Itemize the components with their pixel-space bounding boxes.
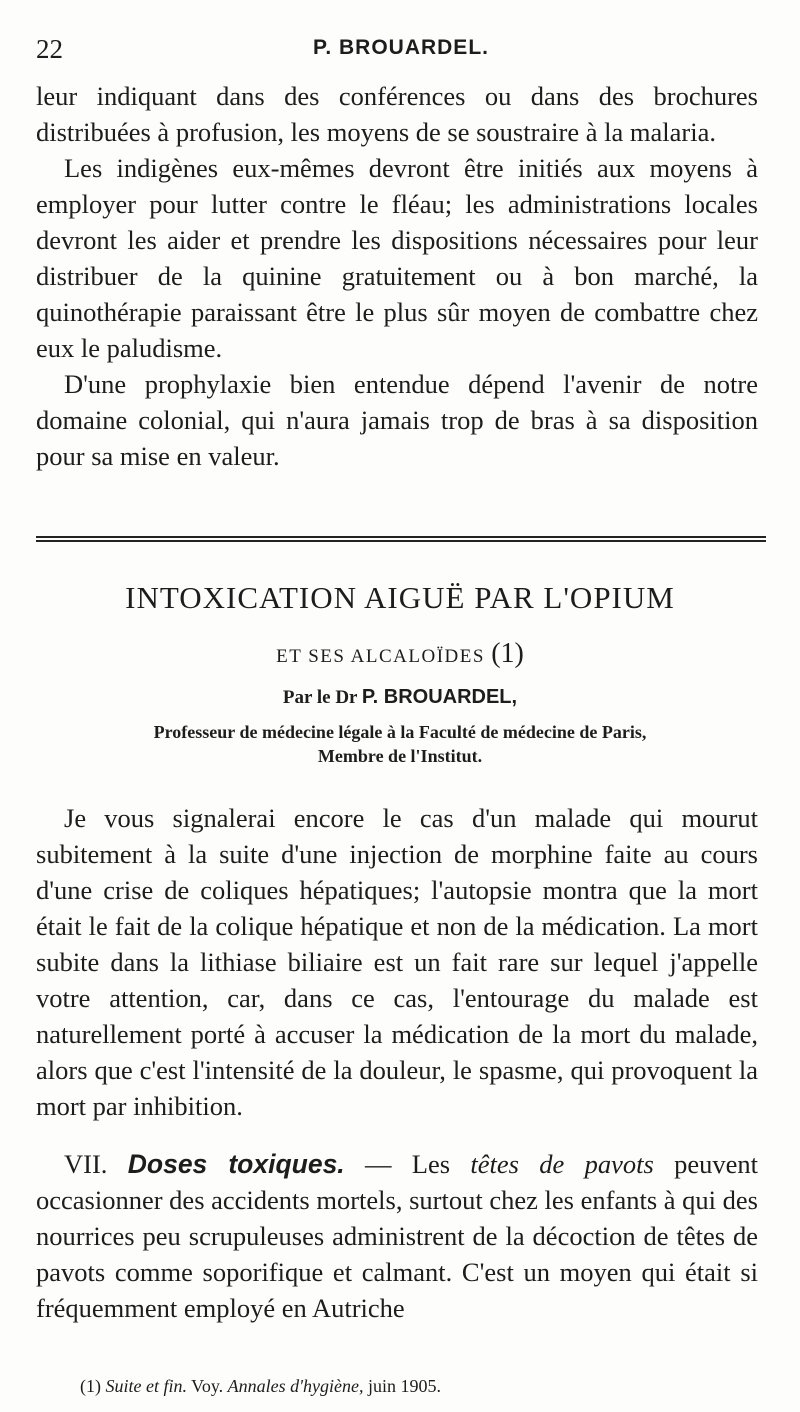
section-heading: Doses toxiques. (127, 1149, 345, 1179)
footnote-text: Voy. (186, 1376, 228, 1396)
text-run: — Les (344, 1149, 471, 1179)
section-number: VII. (64, 1149, 108, 1179)
paragraph (36, 1146, 758, 1326)
paragraph: Je vous signalerai encore le cas d'un malade qui mourut subitement à la suite d'une injection de morphine faite au cours d'une crise de coliques hépatiques; l'autopsie montra que la mort était le fait de la colique hépatique et non de la médication. La mort subite dans la lithiase biliaire est un fait rare sur lequel j'appelle votre attention, car, dans ce cas, l'entourage du malade est naturellement porté à accuser la médication de la mort du malade, alors que c'est l'intensité de la douleur, le spasme, qui provoquent la mort par inhibition. (36, 803, 758, 1121)
paragraph: D'une prophylaxie bien entendue dépend l'avenir de notre domaine colonial, qui n'aura jamais trop de bras à sa disposition pour sa mise en valeur. (36, 369, 758, 471)
affiliation-line: Membre de l'Institut. (317, 746, 483, 766)
article-title: INTOXICATION AIGUË PAR L'OPIUM (125, 580, 675, 615)
author-line (0, 686, 800, 709)
running-header (36, 34, 766, 70)
page-number: 22 (36, 34, 63, 64)
running-title: P. BROUARDEL. (313, 36, 489, 59)
paragraph: leur indiquant dans des conférences ou dans des brochures distribuées à profusion, les moyens de se soustraire à la malaria. (36, 81, 758, 147)
footnote-date: juin 1905. (363, 1376, 441, 1396)
journal-name: Annales d'hygiène, (227, 1376, 364, 1396)
italic-term: têtes de pavots (470, 1149, 654, 1179)
text-run: peuvent occasionner des accidents mortels, surtout chez les enfants à qui des nourrices peu scrupuleuses administrent de la décoction de têtes de pavots comme soporifique et calmant. C'est un moyen qui était si fréquemment employé en Autriche (36, 1149, 759, 1323)
footnote-italic: Suite et fin. (105, 1376, 187, 1396)
footnote-mark: (1) (80, 1376, 101, 1396)
author-affiliation (40, 720, 760, 768)
article-body (36, 800, 758, 1326)
article-subtitle (0, 638, 800, 670)
author-prefix: Par le Dr (282, 687, 358, 708)
subtitle-text: ET SES ALCALOÏDES (276, 646, 485, 667)
footnote (80, 1376, 441, 1397)
affiliation-line: Professeur de médecine légale à la Faculté de médecine de Paris, (153, 722, 647, 742)
previous-article-text (36, 78, 758, 474)
author-name: P. BROUARDEL, (361, 686, 518, 708)
footnote-reference: (1) (491, 638, 524, 669)
section-divider (36, 536, 766, 542)
paragraph: Les indigènes eux-mêmes devront être initiés aux moyens à employer pour lutter contre le fléau; les administrations locales devront les aider et prendre les dispositions nécessaires pour leur distribuer de la quinine gratuitement ou à bon marché, la quinothérapie paraissant être le plus sûr moyen de combattre chez eux le paludisme. (36, 153, 758, 363)
